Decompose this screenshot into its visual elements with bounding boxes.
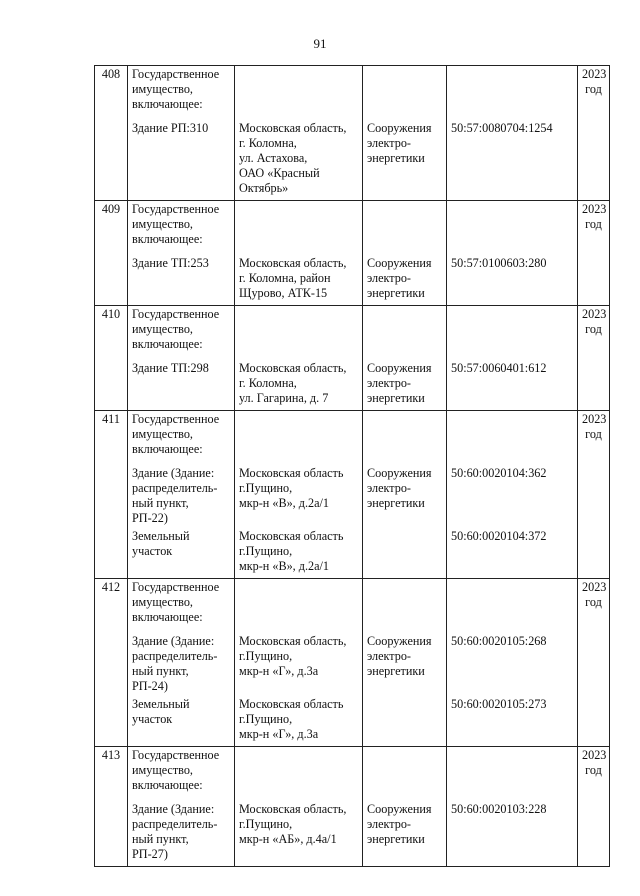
property-name-line: участок bbox=[132, 712, 173, 726]
property-purpose bbox=[363, 112, 447, 201]
entry-year-line: 2023 bbox=[582, 580, 607, 594]
property-item-row bbox=[95, 694, 610, 747]
entry-title-line: Государственное bbox=[132, 307, 220, 321]
property-address-line: мкр-н «АБ», д.4а/1 bbox=[239, 832, 337, 846]
property-purpose bbox=[363, 694, 447, 747]
empty-cell bbox=[95, 625, 128, 694]
entry-title-line: включающее: bbox=[132, 610, 203, 624]
property-item-row bbox=[95, 457, 610, 526]
property-purpose-line: энергетики bbox=[367, 391, 425, 405]
entry-title bbox=[128, 747, 235, 794]
property-name-line: Здание (Здание: bbox=[132, 802, 215, 816]
property-name-line: Здание РП:310 bbox=[132, 121, 209, 135]
property-item-row bbox=[95, 112, 610, 201]
entry-year-line: год bbox=[585, 217, 602, 231]
entry-title bbox=[128, 66, 235, 113]
entry-number: 408 bbox=[95, 66, 128, 113]
property-purpose-line: энергетики bbox=[367, 286, 425, 300]
property-address bbox=[235, 694, 363, 747]
entry-title bbox=[128, 411, 235, 458]
property-address-line: Московская область bbox=[239, 697, 344, 711]
entry-title-line: включающее: bbox=[132, 442, 203, 456]
entry-title-line: имущество, bbox=[132, 217, 193, 231]
empty-cell bbox=[578, 694, 610, 747]
property-name bbox=[128, 457, 235, 526]
property-address bbox=[235, 247, 363, 306]
empty-cell bbox=[235, 411, 363, 458]
property-address-line: г. Коломна, bbox=[239, 376, 297, 390]
cadastral-number: 50:57:0080704:1254 bbox=[447, 112, 578, 201]
property-name-line: Здание (Здание: bbox=[132, 634, 215, 648]
entry-number: 411 bbox=[95, 411, 128, 458]
property-purpose-line: энергетики bbox=[367, 151, 425, 165]
property-address bbox=[235, 352, 363, 411]
entry-year-line: 2023 bbox=[582, 412, 607, 426]
entry-year-line: 2023 bbox=[582, 307, 607, 321]
entry-year bbox=[578, 306, 610, 353]
entry-header-row bbox=[95, 579, 610, 626]
empty-cell bbox=[95, 457, 128, 526]
property-purpose-line: Сооружения bbox=[367, 634, 432, 648]
property-purpose bbox=[363, 526, 447, 579]
property-address bbox=[235, 112, 363, 201]
property-item-row bbox=[95, 526, 610, 579]
entry-title-line: Государственное bbox=[132, 748, 220, 762]
entry-title bbox=[128, 201, 235, 248]
property-name-line: Здание ТП:298 bbox=[132, 361, 209, 375]
entry-year bbox=[578, 201, 610, 248]
property-purpose-line: электро- bbox=[367, 136, 411, 150]
property-name bbox=[128, 694, 235, 747]
cadastral-number: 50:60:0020103:228 bbox=[447, 793, 578, 867]
entry-title-line: имущество, bbox=[132, 82, 193, 96]
property-purpose-line: Сооружения bbox=[367, 121, 432, 135]
property-address-line: Московская область, bbox=[239, 121, 347, 135]
property-address-line: Московская область, bbox=[239, 802, 347, 816]
empty-cell bbox=[363, 66, 447, 113]
entry-header-row bbox=[95, 747, 610, 794]
entry-year-line: год bbox=[585, 322, 602, 336]
cadastral-number: 50:57:0100603:280 bbox=[447, 247, 578, 306]
entry-title-line: имущество, bbox=[132, 763, 193, 777]
property-purpose-line: Сооружения bbox=[367, 802, 432, 816]
property-address-line: г. Коломна, bbox=[239, 136, 297, 150]
empty-cell bbox=[578, 625, 610, 694]
cadastral-number: 50:60:0020104:362 bbox=[447, 457, 578, 526]
entry-title-line: включающее: bbox=[132, 337, 203, 351]
property-purpose-line: энергетики bbox=[367, 832, 425, 846]
empty-cell bbox=[363, 411, 447, 458]
property-address-line: мкр-н «Г», д.3а bbox=[239, 664, 319, 678]
property-item-row bbox=[95, 247, 610, 306]
property-name bbox=[128, 352, 235, 411]
property-name-line: РП-22) bbox=[132, 511, 168, 525]
property-purpose-line: электро- bbox=[367, 376, 411, 390]
property-purpose-line: электро- bbox=[367, 271, 411, 285]
empty-cell bbox=[363, 201, 447, 248]
property-purpose bbox=[363, 352, 447, 411]
property-item-row bbox=[95, 352, 610, 411]
entry-title-line: Государственное bbox=[132, 202, 220, 216]
entry-number: 409 bbox=[95, 201, 128, 248]
entry-number: 412 bbox=[95, 579, 128, 626]
property-name bbox=[128, 625, 235, 694]
property-item-row bbox=[95, 625, 610, 694]
property-purpose bbox=[363, 247, 447, 306]
cadastral-number: 50:60:0020105:273 bbox=[447, 694, 578, 747]
entry-title-line: имущество, bbox=[132, 427, 193, 441]
property-address-line: г.Пущино, bbox=[239, 544, 293, 558]
empty-cell bbox=[235, 747, 363, 794]
empty-cell bbox=[447, 201, 578, 248]
property-purpose-line: электро- bbox=[367, 649, 411, 663]
entry-title-line: включающее: bbox=[132, 232, 203, 246]
property-purpose-line: Сооружения bbox=[367, 256, 432, 270]
empty-cell bbox=[578, 526, 610, 579]
property-name bbox=[128, 112, 235, 201]
property-name-line: Земельный bbox=[132, 697, 190, 711]
property-registry-table bbox=[94, 65, 610, 867]
property-address-line: г.Пущино, bbox=[239, 817, 293, 831]
empty-cell bbox=[235, 306, 363, 353]
cadastral-number: 50:57:0060401:612 bbox=[447, 352, 578, 411]
property-address-line: мкр-н «В», д.2а/1 bbox=[239, 559, 329, 573]
empty-cell bbox=[95, 793, 128, 867]
entry-year-line: год bbox=[585, 763, 602, 777]
entry-year bbox=[578, 66, 610, 113]
empty-cell bbox=[578, 112, 610, 201]
property-address bbox=[235, 457, 363, 526]
empty-cell bbox=[363, 747, 447, 794]
property-address bbox=[235, 625, 363, 694]
property-name-line: РП-24) bbox=[132, 679, 168, 693]
property-address-line: мкр-н «В», д.2а/1 bbox=[239, 496, 329, 510]
property-name bbox=[128, 247, 235, 306]
entry-year bbox=[578, 411, 610, 458]
property-item-row bbox=[95, 793, 610, 867]
property-name-line: Земельный bbox=[132, 529, 190, 543]
empty-cell bbox=[95, 247, 128, 306]
property-name bbox=[128, 526, 235, 579]
property-purpose-line: энергетики bbox=[367, 664, 425, 678]
property-purpose bbox=[363, 793, 447, 867]
property-address-line: Московская область bbox=[239, 466, 344, 480]
entry-year-line: год bbox=[585, 595, 602, 609]
property-address-line: ул. Гагарина, д. 7 bbox=[239, 391, 329, 405]
empty-cell bbox=[578, 793, 610, 867]
empty-cell bbox=[447, 747, 578, 794]
empty-cell bbox=[235, 201, 363, 248]
property-address-line: Щурово, АТК-15 bbox=[239, 286, 328, 300]
property-address bbox=[235, 793, 363, 867]
empty-cell bbox=[578, 457, 610, 526]
property-name-line: Здание (Здание: bbox=[132, 466, 215, 480]
entry-year-line: год bbox=[585, 82, 602, 96]
property-name-line: ный пункт, bbox=[132, 496, 189, 510]
empty-cell bbox=[95, 112, 128, 201]
property-purpose-line: электро- bbox=[367, 817, 411, 831]
property-purpose-line: Сооружения bbox=[367, 361, 432, 375]
entry-number: 410 bbox=[95, 306, 128, 353]
empty-cell bbox=[235, 66, 363, 113]
empty-cell bbox=[363, 306, 447, 353]
property-address bbox=[235, 526, 363, 579]
empty-cell bbox=[447, 306, 578, 353]
entry-year bbox=[578, 747, 610, 794]
entry-header-row bbox=[95, 201, 610, 248]
property-name-line: РП-27) bbox=[132, 847, 168, 861]
empty-cell bbox=[578, 247, 610, 306]
entry-header-row bbox=[95, 66, 610, 113]
property-purpose-line: электро- bbox=[367, 481, 411, 495]
property-address-line: г. Коломна, район bbox=[239, 271, 331, 285]
entry-title-line: включающее: bbox=[132, 778, 203, 792]
property-address-line: ОАО «Красный bbox=[239, 166, 320, 180]
property-address-line: г.Пущино, bbox=[239, 712, 293, 726]
property-address-line: г.Пущино, bbox=[239, 649, 293, 663]
empty-cell bbox=[447, 66, 578, 113]
entry-year-line: 2023 bbox=[582, 67, 607, 81]
entry-title bbox=[128, 306, 235, 353]
property-address-line: мкр-н «Г», д.3а bbox=[239, 727, 319, 741]
entry-title-line: включающее: bbox=[132, 97, 203, 111]
entry-title-line: Государственное bbox=[132, 580, 220, 594]
property-name-line: распределитель- bbox=[132, 481, 218, 495]
entry-year-line: 2023 bbox=[582, 202, 607, 216]
property-purpose bbox=[363, 625, 447, 694]
property-address-line: Московская область, bbox=[239, 634, 347, 648]
entry-header-row bbox=[95, 411, 610, 458]
property-name-line: ный пункт, bbox=[132, 832, 189, 846]
entry-header-row bbox=[95, 306, 610, 353]
empty-cell bbox=[95, 352, 128, 411]
property-name bbox=[128, 793, 235, 867]
empty-cell bbox=[447, 579, 578, 626]
entry-title-line: Государственное bbox=[132, 67, 220, 81]
empty-cell bbox=[578, 352, 610, 411]
cadastral-number: 50:60:0020104:372 bbox=[447, 526, 578, 579]
property-address-line: Октябрь» bbox=[239, 181, 289, 195]
property-name-line: Здание ТП:253 bbox=[132, 256, 209, 270]
property-purpose bbox=[363, 457, 447, 526]
property-address-line: Московская область, bbox=[239, 256, 347, 270]
entry-title-line: имущество, bbox=[132, 595, 193, 609]
empty-cell bbox=[235, 579, 363, 626]
entry-year bbox=[578, 579, 610, 626]
entry-year-line: 2023 bbox=[582, 748, 607, 762]
empty-cell bbox=[95, 694, 128, 747]
entry-number: 413 bbox=[95, 747, 128, 794]
page-number: 91 bbox=[313, 36, 327, 51]
empty-cell bbox=[447, 411, 578, 458]
property-name-line: распределитель- bbox=[132, 817, 218, 831]
entry-year-line: год bbox=[585, 427, 602, 441]
entry-title bbox=[128, 579, 235, 626]
property-address-line: г.Пущино, bbox=[239, 481, 293, 495]
property-purpose-line: Сооружения bbox=[367, 466, 432, 480]
entry-title-line: Государственное bbox=[132, 412, 220, 426]
empty-cell bbox=[95, 526, 128, 579]
property-address-line: ул. Астахова, bbox=[239, 151, 308, 165]
property-name-line: участок bbox=[132, 544, 173, 558]
entry-title-line: имущество, bbox=[132, 322, 193, 336]
cadastral-number: 50:60:0020105:268 bbox=[447, 625, 578, 694]
property-address-line: Московская область bbox=[239, 529, 344, 543]
property-purpose-line: энергетики bbox=[367, 496, 425, 510]
property-name-line: ный пункт, bbox=[132, 664, 189, 678]
property-name-line: распределитель- bbox=[132, 649, 218, 663]
property-address-line: Московская область, bbox=[239, 361, 347, 375]
empty-cell bbox=[363, 579, 447, 626]
